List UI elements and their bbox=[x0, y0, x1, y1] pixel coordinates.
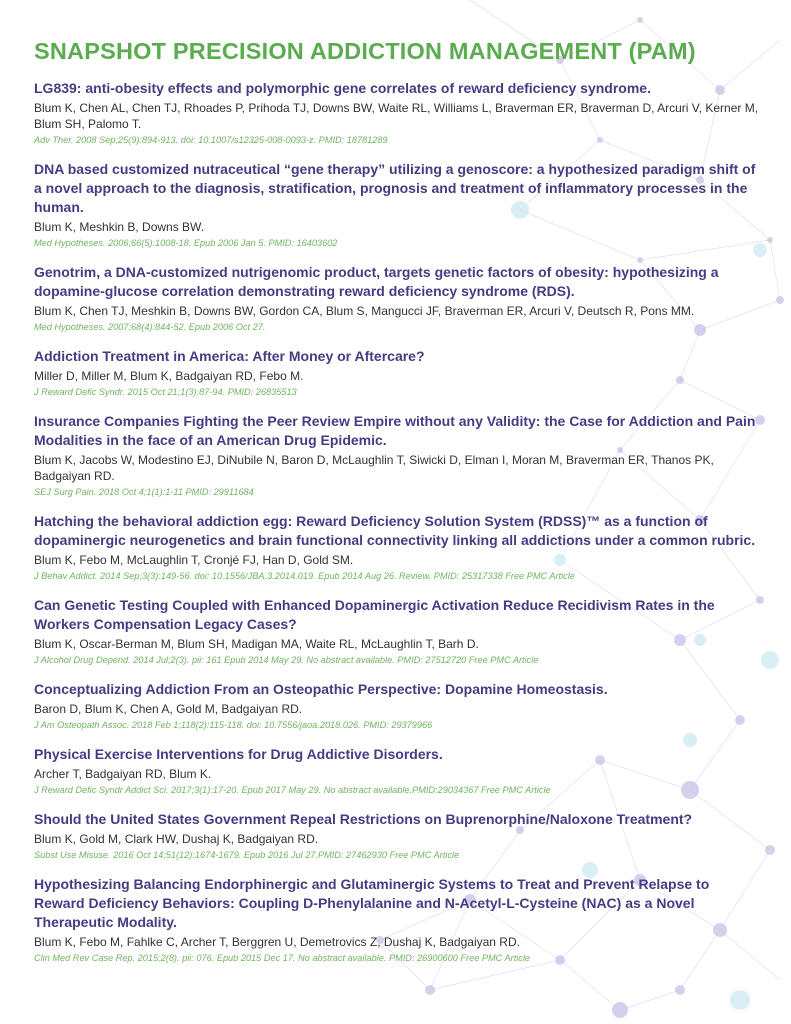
publication-citation: J Am Osteopath Assoc. 2018 Feb 1;118(2):115-118. doi: 10.7556/jaoa.2018.026. PMID: 29379966 bbox=[34, 720, 433, 730]
publication-citation: Adv Ther. 2008 Sep;25(9):894-913. doi: 10.1007/s12325-008-0093-z. PMID: 18781289 bbox=[34, 135, 388, 145]
publication-citation: Med Hypotheses. 2006;66(5):1008-18. Epub 2006 Jan 5. PMID: 16403602 bbox=[34, 238, 338, 248]
publication-entry bbox=[34, 680, 761, 732]
publication-entry bbox=[34, 596, 761, 667]
publication-title: DNA based customized nutraceutical “gene therapy” utilizing a genoscore: a hypothesized paradigm shift of a novel approach to the diagnosis, stratification, prognosis and treatment of inflammatory processes in the human. bbox=[34, 161, 756, 215]
publication-citation: Clin Med Rev Case Rep. 2015;2(8). pii: 076. Epub 2015 Dec 17. No abstract available. PMID: 26900600 Free PMC Article bbox=[34, 953, 531, 963]
publication-title: Hypothesizing Balancing Endorphinergic and Glutaminergic Systems to Treat and Prevent Relapse to Reward Deficiency Behaviors: Coupling D-Phenylalanine and N-Acetyl-L-Cysteine (NAC) as a Novel Therapeutic Modality. bbox=[34, 876, 710, 930]
publication-citation: Subst Use Misuse. 2016 Oct 14;51(12):1674-1679. Epub 2016 Jul 27.PMID: 27462930 Free PMC Article bbox=[34, 850, 460, 860]
publication-entry bbox=[34, 412, 761, 499]
publication-authors: Miller D, Miller M, Blum K, Badgaiyan RD, Febo M. bbox=[34, 369, 304, 383]
publication-entry bbox=[34, 263, 761, 334]
publication-title: Insurance Companies Fighting the Peer Review Empire without any Validity: the Case for Addiction and Pain Modalities in the face of an American Drug Epidemic. bbox=[34, 413, 756, 448]
publication-citation: J Behav Addict. 2014 Sep;3(3):149-56. doi: 10.1556/JBA.3.2014.019. Epub 2014 Aug 26. Review. PMID: 25317338 Free PMC Article bbox=[34, 571, 575, 581]
publication-entry bbox=[34, 745, 761, 797]
publication-title: Addiction Treatment in America: After Money or Aftercare? bbox=[34, 348, 425, 364]
publication-citation: SEJ Surg Pain. 2018 Oct 4;1(1):1-11 PMID: 29911684 bbox=[34, 487, 254, 497]
publication-title: Physical Exercise Interventions for Drug Addictive Disorders. bbox=[34, 746, 443, 762]
publication-authors: Blum K, Febo M, McLaughlin T, Cronjé FJ, Han D, Gold SM. bbox=[34, 553, 354, 567]
publication-authors: Archer T, Badgaiyan RD, Blum K. bbox=[34, 767, 212, 781]
page-title: SNAPSHOT PRECISION ADDICTION MANAGEMENT (PAM) bbox=[34, 38, 696, 64]
publication-authors: Blum K, Chen AL, Chen TJ, Rhoades P, Prihoda TJ, Downs BW, Waite RL, Williams L, Braverman ER, Braverman D, Arcuri V, Kerner M, Blum SH, Palomo T. bbox=[34, 101, 759, 131]
publication-title: Conceptualizing Addiction From an Osteopathic Perspective: Dopamine Homeostasis. bbox=[34, 681, 608, 697]
publication-authors: Blum K, Chen TJ, Meshkin B, Downs BW, Gordon CA, Blum S, Mangucci JF, Braverman ER, Arcuri V, Deutsch R, Pons MM. bbox=[34, 304, 695, 318]
publication-authors: Blum K, Gold M, Clark HW, Dushaj K, Badgaiyan RD. bbox=[34, 832, 319, 846]
publication-title: LG839: anti-obesity effects and polymorphic gene correlates of reward deficiency syndrome. bbox=[34, 80, 651, 96]
publication-citation: J Reward Defic Syndr Addict Sci. 2017;3(1):17-20. Epub 2017 May 29. No abstract available.PMID:29034367 Free PMC Article bbox=[34, 785, 551, 795]
publication-title: Can Genetic Testing Coupled with Enhanced Dopaminergic Activation Reduce Recidivism Rates in the Workers Compensation Legacy Cases? bbox=[34, 597, 715, 632]
publication-authors: Blum K, Jacobs W, Modestino EJ, DiNubile N, Baron D, McLaughlin T, Siwicki D, Elman I, Moran M, Braverman ER, Thanos PK, Badgaiyan RD. bbox=[34, 453, 714, 483]
publication-entry bbox=[34, 512, 761, 583]
publication-entry bbox=[34, 79, 761, 147]
publication-entry bbox=[34, 160, 761, 250]
publication-title: Should the United States Government Repeal Restrictions on Buprenorphine/Naloxone Treatment? bbox=[34, 811, 693, 827]
publication-entry bbox=[34, 347, 761, 399]
publication-authors: Blum K, Meshkin B, Downs BW. bbox=[34, 220, 205, 234]
publication-citation: Med Hypotheses. 2007;68(4):844-52. Epub 2006 Oct 27. bbox=[34, 322, 266, 332]
publication-authors: Blum K, Febo M, Fahlke C, Archer T, Berggren U, Demetrovics Z, Dushaj K, Badgaiyan RD. bbox=[34, 935, 520, 949]
publication-citation: J Reward Defic Syndr. 2015 Oct 21;1(3):87-94. PMID: 26835513 bbox=[34, 387, 297, 397]
publication-title: Genotrim, a DNA-customized nutrigenomic product, targets genetic factors of obesity: hypothesizing a dopamine-glucose correlation demonstrating reward deficiency syndrome (RDS). bbox=[34, 264, 719, 299]
publication-authors: Blum K, Oscar-Berman M, Blum SH, Madigan MA, Waite RL, McLaughlin T, Barh D. bbox=[34, 637, 479, 651]
publication-authors: Baron D, Blum K, Chen A, Gold M, Badgaiyan RD. bbox=[34, 702, 303, 716]
publication-entry bbox=[34, 875, 761, 965]
publication-citation: J Alcohol Drug Depend. 2014 Jul;2(3). pii: 161 Epub 2014 May 29. No abstract available. PMID: 27512720 Free PMC Article bbox=[34, 655, 539, 665]
publication-title: Hatching the behavioral addiction egg: Reward Deficiency Solution System (RDSS)™ as a function of dopaminergic neurogenetics and brain functional connectivity linking all addictions under a common rubric. bbox=[34, 513, 756, 548]
publication-entry bbox=[34, 810, 761, 862]
